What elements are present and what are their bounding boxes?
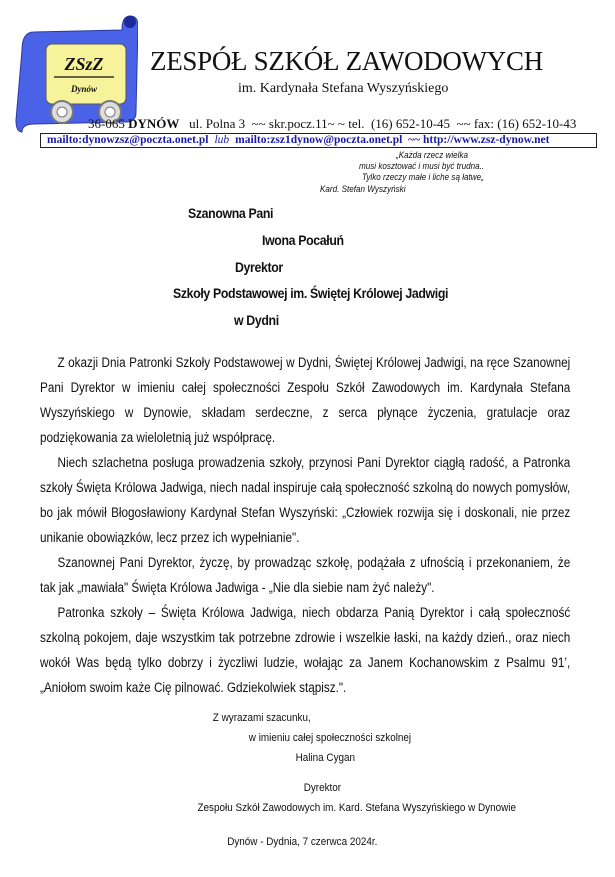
svg-text:ZSzZ: ZSzZ	[64, 54, 104, 74]
quote-line: „Każda rzecz wielka	[396, 150, 469, 160]
quote-line: Tylko rzeczy małe i liche są łatwe„	[362, 172, 484, 182]
recipient-role: Dyrektor	[235, 259, 283, 275]
svg-text:Dynów: Dynów	[70, 84, 98, 94]
signer-role: Dyrektor	[303, 782, 342, 794]
signer-school: Zespołu Szkół Zawodowych im. Kard. Stefana Wyszyńskiego w Dynowie	[197, 802, 517, 814]
paragraph: Z okazji Dnia Patronki Szkoły Podstawowej w Dydni, Świętej Królowej Jadwigi, na ręce Szanownej Pani Dyrektor w imieniu całej społeczności Zespołu Szkół Zawodowych im. Kardynała Stefana Wyszyńskiego w Dynowie, składam serdeczne, z serca płynące życzenia, gratulacje oraz podziękowania za wieloletnią już współpracę.	[40, 355, 571, 445]
school-patron: im. Kardynała Stefana Wyszyńskiego	[238, 81, 449, 96]
email-link-2[interactable]: mailto:zsz1dynow@poczta.onet.pl ~~ http://www.zsz-dynow.net	[235, 134, 550, 146]
address-line: 36-065 DYNÓW ul. Polna 3 ~~ skr.pocz.11~ ~ tel. (16) 652-10-45 ~~ fax: (16) 652-10-43	[88, 116, 577, 131]
school-name: ZESPÓŁ SZKÓŁ ZAWODOWYCH	[150, 46, 543, 76]
paragraph: Szanownej Pani Dyrektor, życzę, by prowadząc szkołę, podążała z ufnością i przekonaniem, że tak jak „mawiała" Święta Królowa Jadwiga - „Nie dla siebie nam żyć należy".	[40, 555, 571, 595]
email-link-1[interactable]: mailto:dynowzsz@poczta.onet.pl	[47, 134, 209, 146]
letter-body	[40, 350, 570, 700]
paragraph: Patronka szkoły – Święta Królowa Jadwiga, niech obdarza Panią Dyrektor i całą społeczność szkolną pokojem, daje wszystkim tak potrzebne zdrowie i wszelkie łaski, na każdy dzień., oraz niech wokół Was będą tylko dobrzy i życzliwi ludzie, wołając za Janem Kochanowskim z Psalmu 91’, „Aniołom swoim każe Cię pilnować. Gdziekolwiek stąpisz.".	[40, 605, 571, 695]
closing-block	[40, 708, 570, 852]
signer-name: Halina Cygan	[295, 752, 356, 764]
recipient-school: Szkoły Podstawowej im. Świętej Królowej Jadwigi	[173, 285, 449, 301]
salutation: Szanowna Pani	[188, 205, 274, 221]
recipient-name: Iwona Pocałuń	[262, 232, 344, 248]
place-date: Dynów - Dydnia, 7 czerwca 2024r.	[227, 836, 378, 848]
closing-on-behalf: w imieniu całej społeczności szkolnej	[248, 732, 412, 744]
letter-content	[40, 350, 570, 852]
quote-author: Kard. Stefan Wyszyński	[320, 184, 406, 194]
quote-line: musi kosztować i musi być trudna..	[359, 161, 485, 171]
paragraph: Niech szlachetna posługa prowadzenia szkoły, przynosi Pani Dyrektor ciągłą radość, a Patronka szkoły Święta Królowa Jadwiga, niech nadal inspiruje całą społeczność szkolną do nowych pomysłów, bo jak mówił Błogosławiony Kardynał Stefan Wyszyński: „Człowiek rozwija się i doskonali, nie przez unikanie obowiązków, lecz przez ich wypełnianie".	[40, 455, 571, 545]
closing-regards: Z wyrazami szacunku,	[212, 712, 311, 724]
contact-box: mailto:dynowzsz@poczta.onet.pl lub mailto:zsz1dynow@poczta.onet.pl ~~ http://www.zsz-dynow.net	[40, 133, 597, 148]
recipient-place: w Dydni	[234, 312, 279, 328]
